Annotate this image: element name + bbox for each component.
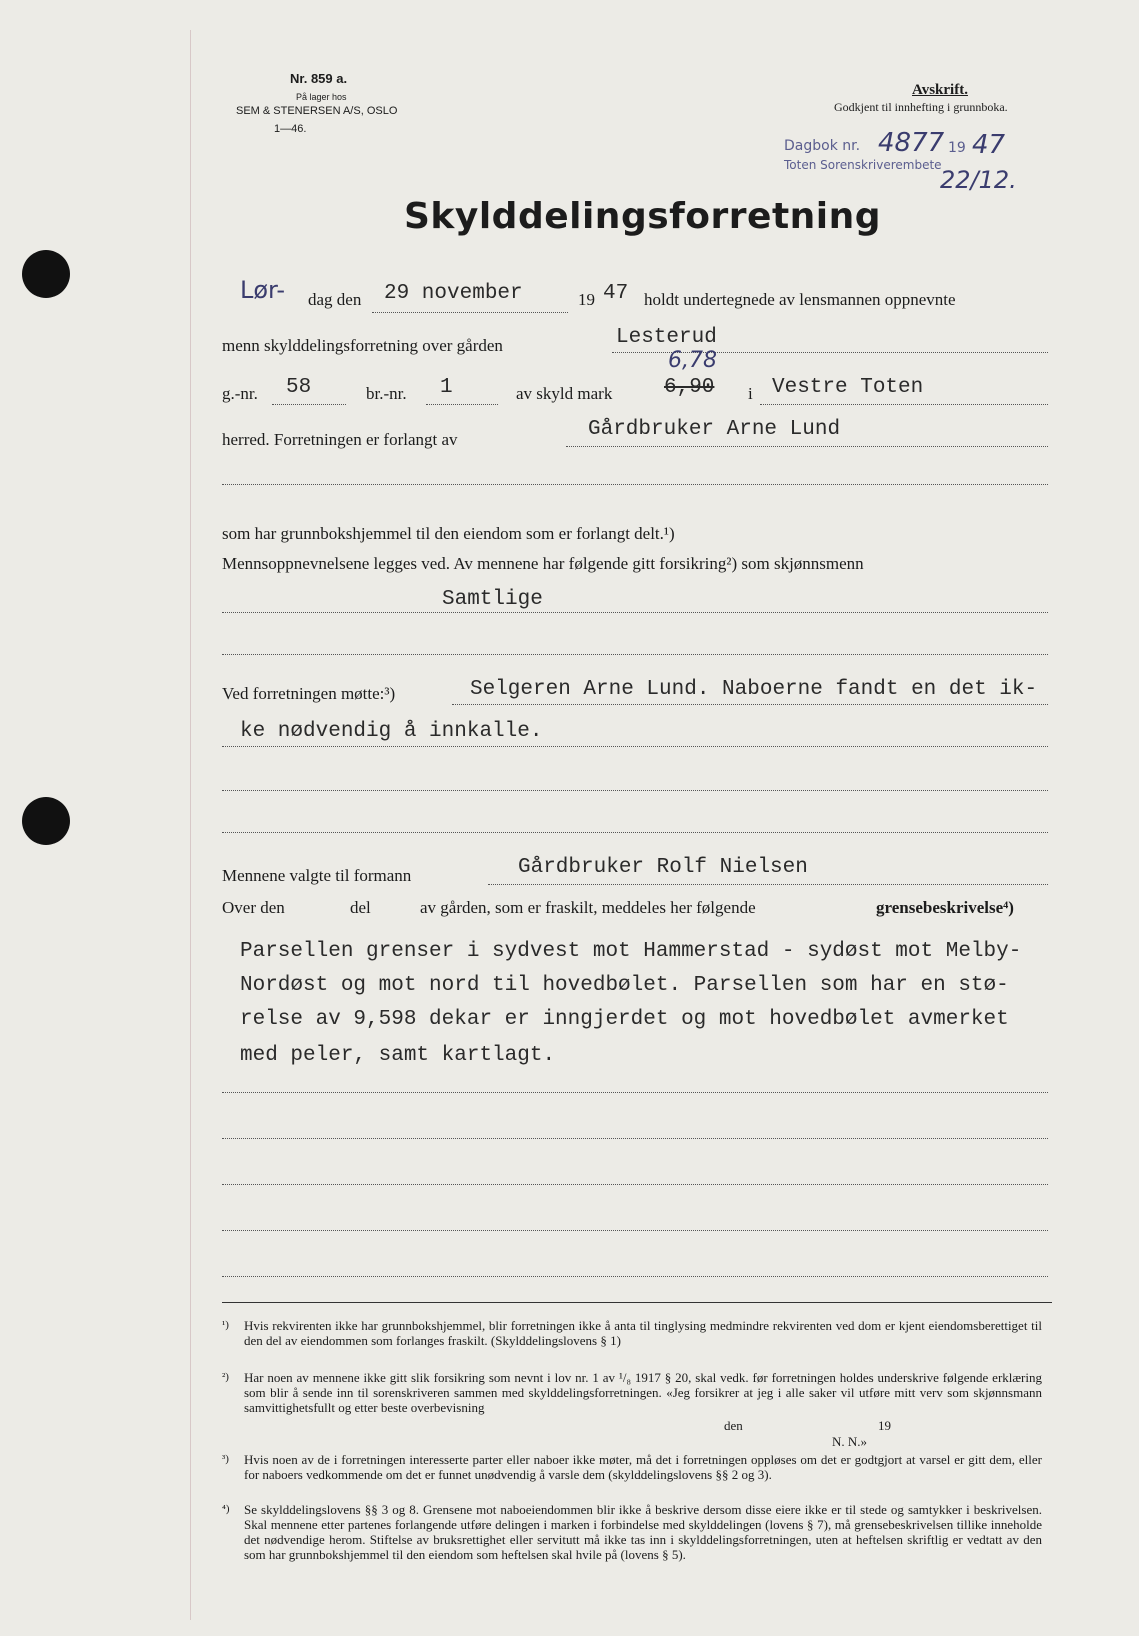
footnote-2-year: 19 <box>878 1418 891 1433</box>
bnr-value: 1 <box>440 376 453 399</box>
stamp-dagbok-label: Dagbok nr. <box>784 138 861 154</box>
footnote-1 <box>222 1318 1042 1348</box>
boundary-line-4: med peler, samt kartlagt. <box>240 1044 556 1067</box>
footnote-number: ⁴) <box>222 1503 230 1515</box>
footnote-3 <box>222 1452 1042 1482</box>
footnote-number: ¹) <box>222 1319 229 1331</box>
punch-hole-top <box>22 250 70 298</box>
gnr-label: g.-nr. <box>222 384 258 403</box>
approval-text: Godkjent til innhefting i grunnboka. <box>834 100 1008 114</box>
municipality: Vestre Toten <box>772 376 924 399</box>
i-label: i <box>748 384 753 403</box>
year-value: 47 <box>603 282 629 305</box>
bnr-label: br.-nr. <box>366 384 407 403</box>
chairman-value: Gårdbruker Rolf Nielsen <box>518 856 808 879</box>
del-word: del <box>350 898 371 917</box>
mennsoppnevnelse-text: Mennsoppnevnelsene legges ved. Av mennene har følgende gitt forsikring²) som skjønnsmenn <box>222 554 864 573</box>
footnote-2 <box>222 1370 1042 1415</box>
date-value: 29 november <box>384 282 523 305</box>
publisher-line3: 1—46. <box>274 123 307 135</box>
insured-value: Samtlige <box>442 588 543 611</box>
form-number: Nr. 859 a. <box>290 71 348 86</box>
punch-hole-bottom <box>22 797 70 845</box>
stamp-date: 22/12. <box>940 166 1017 194</box>
herred-text: herred. Forretningen er forlangt av <box>222 430 458 449</box>
attended-line2: ke nødvendig å innkalle. <box>240 720 543 743</box>
stamp-year-prefix: 19 <box>948 140 966 156</box>
stamp-year: 47 <box>972 130 1006 160</box>
boundary-label: grensebeskrivelse⁴) <box>876 898 1014 917</box>
footnote-text: Hvis noen av de i forretningen interesserte parter eller naboer ikke møter, må det i forretningen oppløses om det er godtgjort at varsel er gitt dem, eller for naboers vedkommende om det er funnet unødvendig å varsle dem (skylddelingslovens §§ 2 og 3). <box>244 1452 1042 1482</box>
publisher-line1: På lager hos <box>296 92 347 102</box>
footnote-number: ²) <box>222 1371 229 1383</box>
footnote-number: ³) <box>222 1453 229 1465</box>
stamp-number: 4877 <box>878 128 945 158</box>
gnr-value: 58 <box>286 376 312 399</box>
requester: Gårdbruker Arne Lund <box>588 418 841 441</box>
page-title: Skylddelingsforretning <box>404 196 882 237</box>
stamp-court-name: Toten Sorenskriverembete <box>784 158 942 172</box>
footnote-text: Se skylddelingslovens §§ 3 og 8. Grensene mot naboeiendommen blir ikke å beskrive dersom disse eiere ikke er til stede og samtykker i beskrivelsen. Skal mennene etter partenes forlangende utføre delingen i marken i forbindelse med skylddelingen (lovens § 7), må grensebeskrivelsen tillike inneholde det nødvendige herom. Stiftelse av bruksrettighet eller servitutt må ikke tas inn i skylddelingsforretningen, uten at heftelsen skriftlig er vedtatt av den som har grunnbokshjemmel til den eiendom som heftelsen skal hvile på (lovens § 5). <box>244 1502 1042 1562</box>
margin-line <box>190 30 191 1620</box>
footnote-4 <box>222 1502 1042 1562</box>
footnote-2-den: den <box>724 1418 743 1433</box>
attended-label: Ved forretningen møtte:³) <box>222 684 396 703</box>
held-text: holdt undertegnede av lensmannen oppnevnte <box>644 290 956 309</box>
footnote-divider <box>222 1302 1052 1303</box>
weekday: Lør- <box>240 276 286 304</box>
footnote-2-signature: N. N.» <box>832 1434 868 1449</box>
grunnbok-text: som har grunnbokshjemmel til den eiendom som er forlangt delt.¹) <box>222 524 675 543</box>
publisher-line2: SEM & STENERSEN A/S, OSLO <box>236 105 398 117</box>
boundary-line-1: Parsellen grenser i sydvest mot Hammerstad - sydøst mot Melby- <box>240 940 1022 963</box>
boundary-intro: av gården, som er fraskilt, meddeles her følgende <box>420 898 756 917</box>
copy-label: Avskrift. <box>912 82 968 98</box>
skyld-old-value: 6,90 <box>664 376 715 399</box>
men-text: menn skylddelingsforretning over gården <box>222 336 503 355</box>
boundary-line-2: Nordøst og mot nord til hovedbølet. Parsellen som har en stø- <box>240 974 1009 997</box>
chairman-label: Mennene valgte til formann <box>222 866 412 885</box>
footnote-text: Har noen av mennene ikke gitt slik forsikring som nevnt i lov nr. 1 av ¹/₈ 1917 § 20, skal vedk. før forretningen holdes underskrive følgende erklæring som blir å sende inn til sorenskriveren sammen med skylddelingsforretningen. «Jeg forsikrer at jeg i alle saker vil utføre mitt verv som skjønnsmann samvittighetsfullt og etter beste overbevisning <box>244 1370 1042 1415</box>
day-label: dag den <box>308 290 362 309</box>
skyld-label: av skyld mark <box>516 384 613 403</box>
year-prefix: 19 <box>578 290 595 309</box>
over-den-label: Over den <box>222 898 285 917</box>
attended-line1: Selgeren Arne Lund. Naboerne fandt en det ik- <box>470 678 1038 701</box>
farm-name: Lesterud <box>616 326 717 349</box>
skyld-new-value: 6,78 <box>668 348 717 373</box>
boundary-line-3: relse av 9,598 dekar er inngjerdet og mot hovedbølet avmerket <box>240 1008 1009 1031</box>
footnote-text: Hvis rekvirenten ikke har grunnbokshjemmel, blir forretningen ikke å anta til tinglysing medmindre rekvirenten ved dom er kjent eiendomsberettiget til den del av eiendommen som forlanges fraskilt. (Skylddelingslovens § 1) <box>244 1318 1042 1348</box>
